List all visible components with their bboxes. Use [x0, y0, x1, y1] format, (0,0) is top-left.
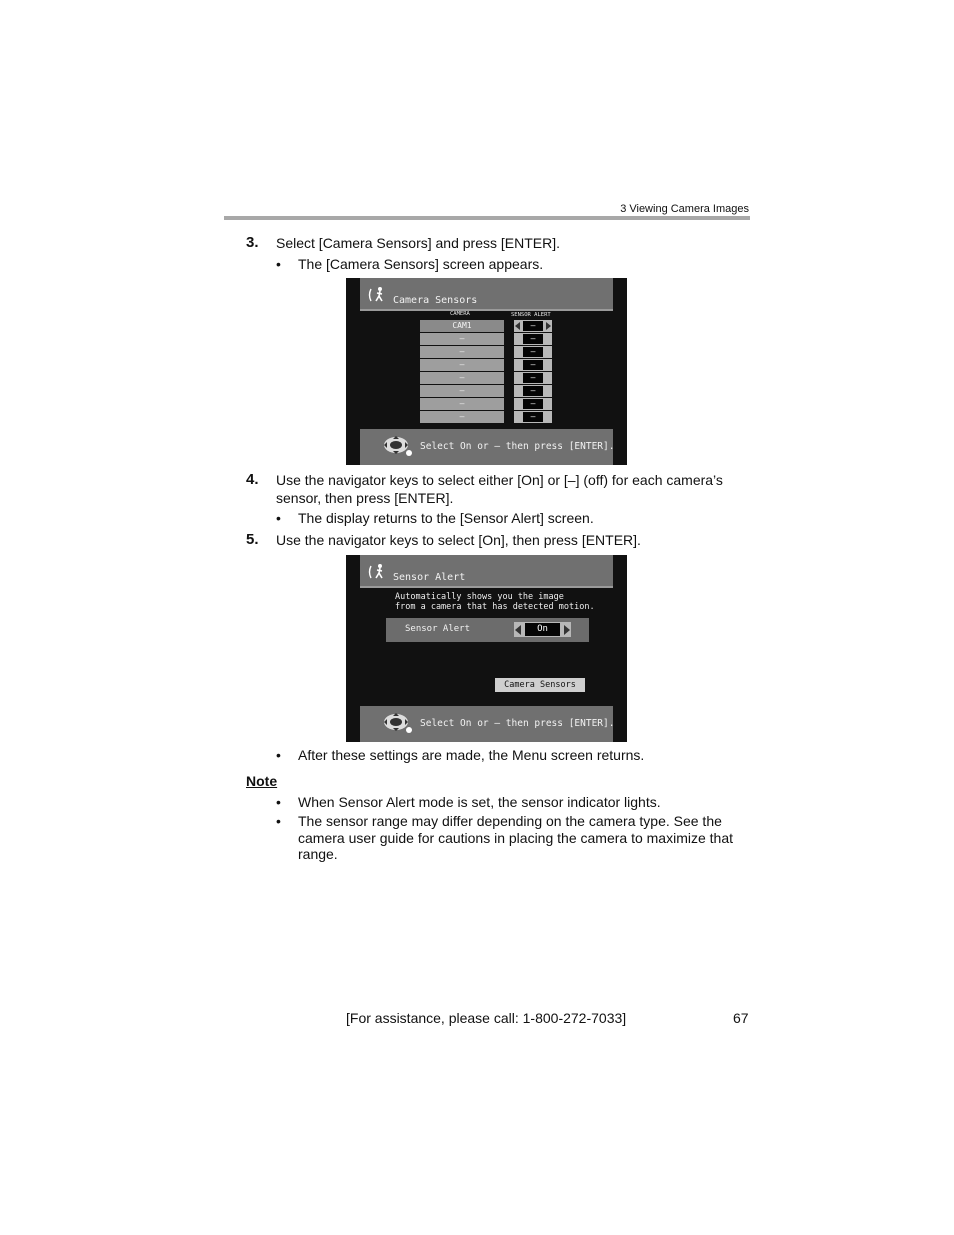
- step-4-bullet: The display returns to the [Sensor Alert] screen.: [298, 510, 594, 526]
- step-3-bullet: The [Camera Sensors] screen appears.: [298, 256, 544, 272]
- camera-row-7[interactable]: —: [420, 398, 504, 410]
- sensor-alert-selector-4[interactable]: [514, 359, 552, 371]
- bullet-marker: •: [276, 813, 281, 829]
- arrow-right-icon[interactable]: [564, 625, 570, 635]
- screen-title-bar: [360, 555, 613, 588]
- description-line-2: from a camera that has detected motion.: [395, 602, 595, 612]
- arrow-right-icon[interactable]: [546, 322, 551, 330]
- sensor-alert-value: —: [523, 321, 543, 331]
- description-line-1: Automatically shows you the image: [395, 592, 564, 602]
- sensor-person-icon: [367, 286, 389, 304]
- sensor-alert-selector-6[interactable]: [514, 385, 552, 397]
- sensor-alert-selector-3[interactable]: [514, 346, 552, 358]
- sensor-alert-selector-7[interactable]: [514, 398, 552, 410]
- bullet-marker: •: [276, 510, 281, 526]
- note-bullet-2-line-2: camera user guide for cautions in placing the camera to maximize that: [298, 830, 733, 846]
- camera-row-2[interactable]: —: [420, 333, 504, 345]
- step-3-number: 3.: [246, 234, 259, 251]
- sensor-alert-setting-row[interactable]: [386, 618, 589, 642]
- bullet-marker: •: [276, 794, 281, 810]
- setting-label: Sensor Alert: [405, 624, 471, 634]
- camera-row-3[interactable]: —: [420, 346, 504, 358]
- arrow-left-icon[interactable]: [515, 625, 521, 635]
- section-header: 3 Viewing Camera Images: [620, 203, 749, 215]
- sensor-alert-value: —: [523, 386, 543, 396]
- setting-value: On: [525, 623, 560, 636]
- step-5-text: Use the navigator keys to select [On], then press [ENTER].: [276, 532, 641, 548]
- sensor-alert-value: —: [523, 399, 543, 409]
- camera-sensors-screen: [346, 278, 627, 465]
- note-heading: Note: [246, 773, 278, 789]
- header-rule: [224, 216, 750, 220]
- bullet-marker: •: [276, 256, 281, 272]
- sensor-alert-selector-8[interactable]: [514, 411, 552, 423]
- sensor-alert-selector-2[interactable]: [514, 333, 552, 345]
- screen-instruction: Select On or – then press [ENTER].: [420, 441, 615, 452]
- after-settings-bullet: After these settings are made, the Menu screen returns.: [298, 747, 645, 763]
- screen-footer-bar: [360, 429, 613, 465]
- sensor-alert-value: —: [523, 412, 543, 422]
- column-header-sensor-alert: SENSOR ALERT: [511, 312, 551, 318]
- step-4-text-line-2: sensor, then press [ENTER].: [276, 490, 454, 506]
- sensor-alert-value: —: [523, 334, 543, 344]
- sensor-alert-screen: [346, 555, 627, 742]
- note-bullet-2-line-1: The sensor range may differ depending on the camera type. See the: [298, 813, 722, 829]
- note-bullet-1: When Sensor Alert mode is set, the sensor indicator lights.: [298, 794, 661, 810]
- sensor-alert-value: —: [523, 373, 543, 383]
- column-header-camera: CAMERA: [450, 311, 470, 317]
- camera-row-6[interactable]: —: [420, 385, 504, 397]
- sensor-alert-value: —: [523, 360, 543, 370]
- sensor-alert-selector-5[interactable]: [514, 372, 552, 384]
- camera-row-8[interactable]: —: [420, 411, 504, 423]
- screen-instruction: Select On or – then press [ENTER].: [420, 718, 615, 729]
- screen-title: Sensor Alert: [393, 572, 466, 583]
- navigator-keys-icon: [382, 712, 414, 734]
- screen-title: Camera Sensors: [393, 295, 478, 306]
- bullet-marker: •: [276, 747, 281, 763]
- step-4-text-line-1: Use the navigator keys to select either [On] or [–] (off) for each camera’s: [276, 472, 723, 488]
- step-4-number: 4.: [246, 471, 259, 488]
- sensor-alert-value: —: [523, 347, 543, 357]
- camera-row-5[interactable]: —: [420, 372, 504, 384]
- assistance-line: [For assistance, please call: 1-800-272-7033]: [346, 1010, 627, 1026]
- step-5-number: 5.: [246, 531, 259, 548]
- camera-row-4[interactable]: —: [420, 359, 504, 371]
- sensor-alert-selector[interactable]: [514, 622, 571, 637]
- note-bullet-2-line-3: range.: [298, 846, 338, 862]
- navigator-keys-icon: [382, 435, 414, 457]
- arrow-left-icon[interactable]: [515, 322, 520, 330]
- screen-title-bar: [360, 278, 613, 311]
- sensor-person-icon: [367, 563, 389, 581]
- camera-row-1[interactable]: CAM1: [420, 320, 504, 332]
- step-3-text: Select [Camera Sensors] and press [ENTER].: [276, 235, 560, 251]
- screen-footer-bar: [360, 706, 613, 742]
- sensor-alert-selector-1[interactable]: [514, 320, 552, 332]
- page-number: 67: [733, 1010, 749, 1026]
- camera-sensors-button[interactable]: Camera Sensors: [495, 678, 585, 692]
